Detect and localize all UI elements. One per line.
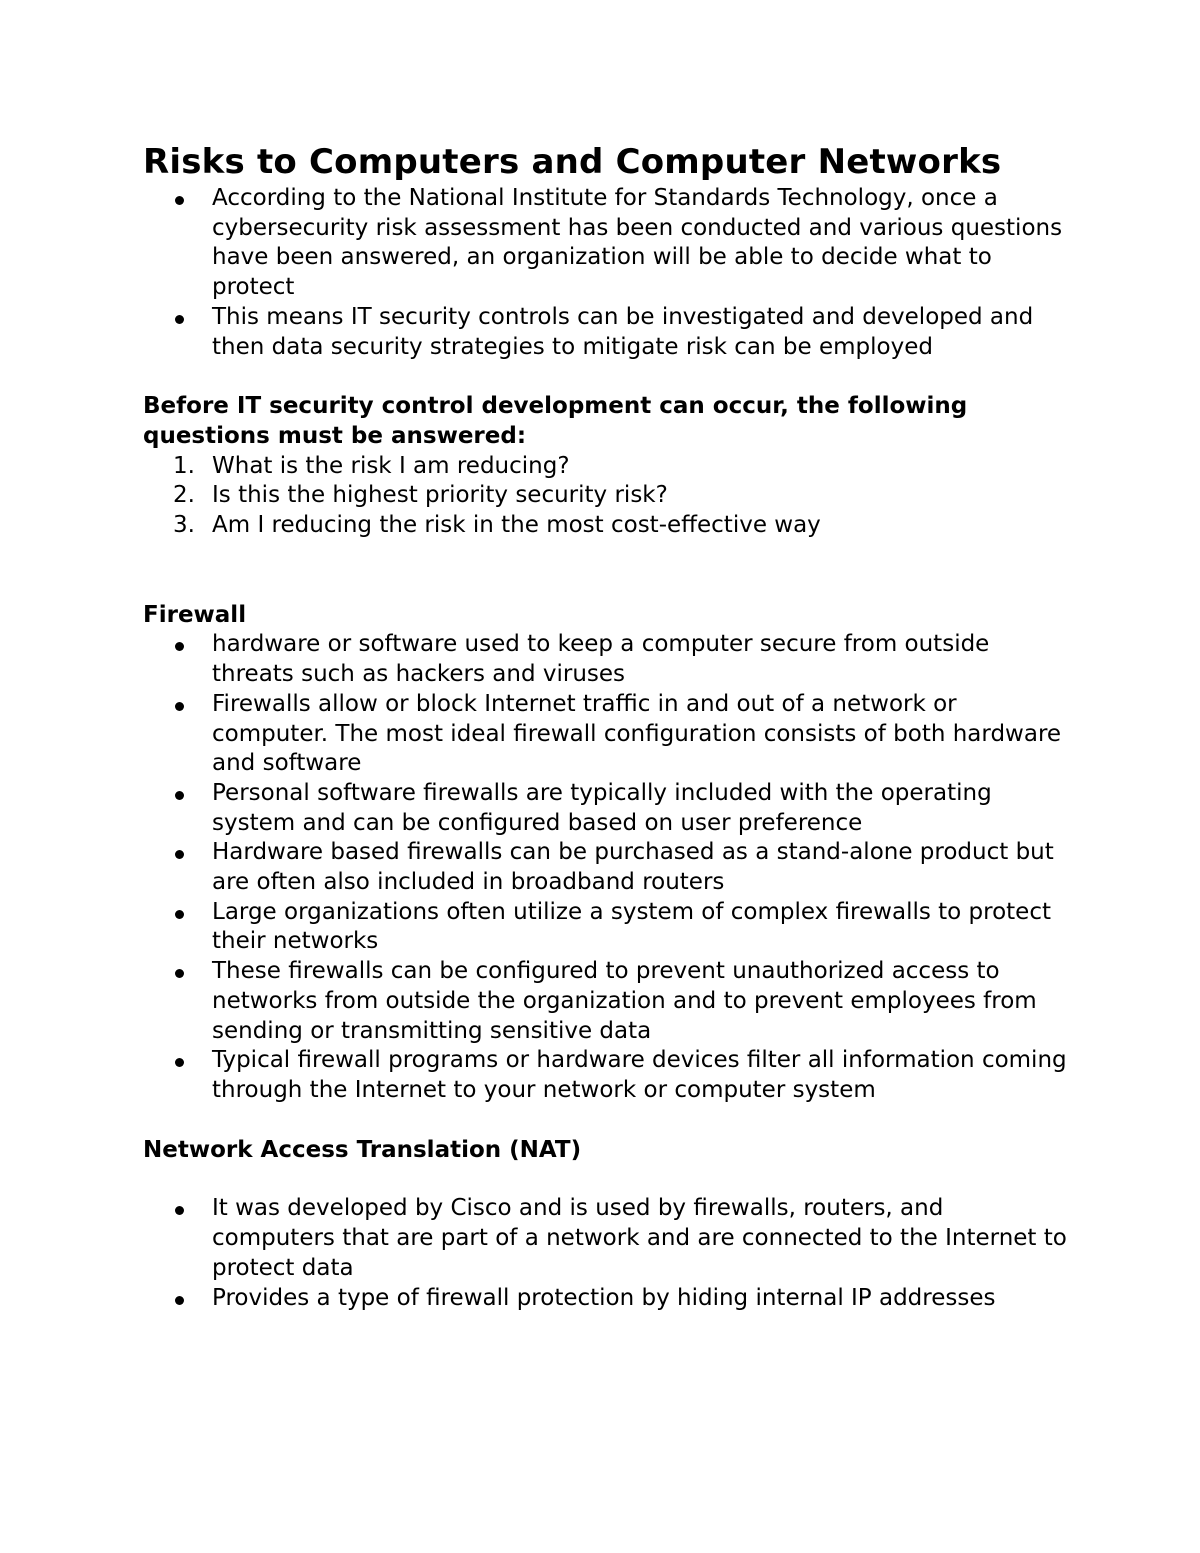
spacer [143,362,1073,392]
list-item-text: Is this the highest priority security risk? [212,482,668,509]
nat-bullet-list [143,1194,1073,1313]
list-item-text: Am I reducing the risk in the most cost-effective way [212,512,821,539]
bullet-icon [175,791,184,800]
list-item [143,511,1073,541]
list-item [143,630,1073,689]
list-item [143,452,1073,482]
nat-heading: Network Access Translation (NAT) [143,1136,582,1163]
list-item [143,184,1073,303]
list-item-text: What is the risk I am reducing? [212,452,570,479]
list-item [143,481,1073,511]
list-item-text: hardware or software used to keep a computer secure from outside threats such as hackers and viruses [212,631,990,688]
list-item-text: These firewalls can be configured to prevent unauthorized access to networks from outside the organization and to prevent employees from sending or transmitting sensitive data [212,958,1037,1044]
list-item [143,838,1073,897]
bullet-icon [175,1206,184,1215]
list-item-text: According to the National Institute for Standards Technology, once a cybersecurity risk assessment has been conducted and various questions have been answered, an organization will be able to decide what to protect [212,185,1063,301]
bullet-icon [175,642,184,651]
bullet-icon [175,850,184,859]
list-item-text: Firewalls allow or block Internet traffic in and out of a network or computer. The most ideal firewall configuration consists of both hardware and software [212,690,1062,777]
bullet-icon [175,910,184,919]
firewall-bullet-list [143,630,1073,1105]
list-item-text: It was developed by Cisco and is used by firewalls, routers, and computers that are part of a network and are connected to the Internet to protect data [212,1195,1067,1281]
bullet-icon [175,969,184,978]
questions-heading: Before IT security control development can occur, the following questions must be answered: [143,393,968,449]
intro-bullet-list [143,184,1073,362]
list-item [143,898,1073,957]
list-item [143,957,1073,1046]
list-item [143,690,1073,779]
list-item-text: Typical firewall programs or hardware devices filter all information coming through the Internet to your network or computer system [212,1047,1067,1103]
spacer [143,1165,1073,1194]
bullet-icon [175,196,184,205]
bullet-icon [175,702,184,711]
list-number: 2. [173,482,195,509]
list-item [143,779,1073,838]
list-item [143,303,1073,362]
spacer [143,541,1073,601]
list-number: 1. [173,452,195,479]
list-item-text: Large organizations often utilize a system of complex firewalls to protect their networks [212,898,1051,955]
spacer [143,1106,1073,1136]
list-number: 3. [173,512,195,539]
list-item [143,1284,1073,1314]
list-item-text: Hardware based firewalls can be purchased as a stand-alone product but are often also included in broadband routers [212,839,1054,896]
bullet-icon [175,315,184,324]
questions-list [143,452,1073,541]
list-item-text: Personal software firewalls are typically included with the operating system and can be configured based on user preference [212,779,992,836]
list-item-text: Provides a type of firewall protection by hiding internal IP addresses [212,1284,996,1311]
document-page [143,140,1073,1313]
firewall-heading: Firewall [143,601,247,628]
document-title: Risks to Computers and Computer Networks [143,142,1002,182]
list-item [143,1046,1073,1105]
bullet-icon [175,1058,184,1067]
list-item [143,1194,1073,1283]
bullet-icon [175,1296,184,1305]
list-item-text: This means IT security controls can be investigated and developed and then data security strategies to mitigate risk can be employed [212,303,1034,360]
